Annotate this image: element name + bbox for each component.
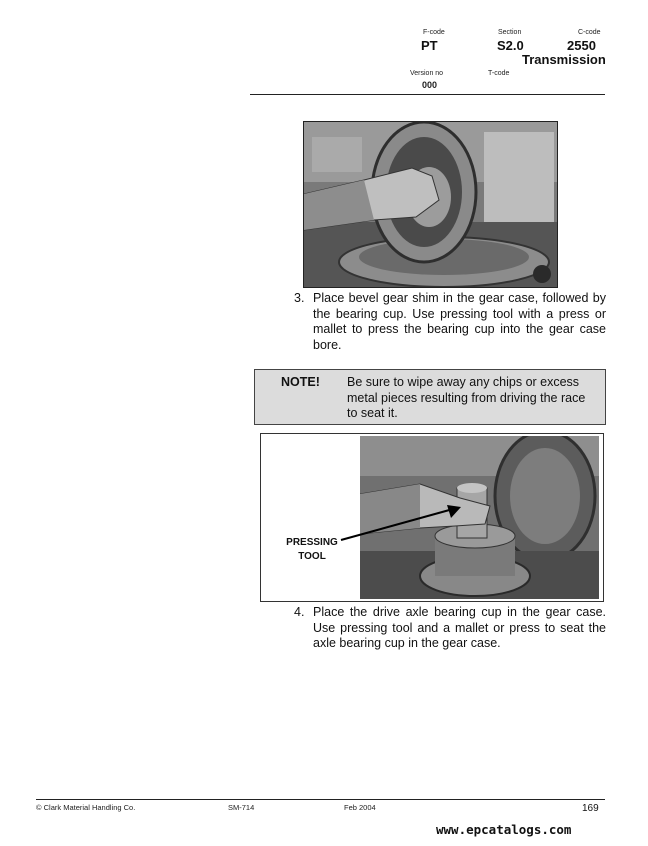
- footer-date: Feb 2004: [344, 803, 376, 812]
- photo-bevel-gear-shim: [303, 121, 558, 288]
- ccode-label: C-code: [578, 29, 601, 36]
- note-text: Be sure to wipe away any chips or excess metal pieces resulting from driving the race to seat it.: [347, 375, 586, 420]
- step-text: Place bevel gear shim in the gear case, followed by the bearing cup. Use pressing tool with a press or mallet to press the bearing cup into the gear case bore.: [313, 291, 606, 352]
- version-label: Version no: [410, 70, 444, 77]
- page-number: 169: [582, 803, 599, 814]
- note-box: [254, 369, 606, 425]
- callout-arrow: [261, 434, 605, 603]
- fcode-value: PT: [421, 38, 438, 53]
- footer-company: © Clark Material Handling Co.: [36, 803, 136, 812]
- section-value: S2.0: [497, 38, 524, 53]
- section-label: Section: [498, 29, 522, 36]
- step-text: Place the drive axle bearing cup in the gear case. Use pressing tool and a mallet or press to seat the axle bearing cup in the gear case.: [313, 605, 606, 650]
- callout-line-2: TOOL: [298, 551, 326, 562]
- step-3: [294, 291, 606, 355]
- figure-pressing-tool: [260, 433, 604, 602]
- subject-title: Transmission: [522, 52, 606, 67]
- callout-line-1: PRESSING: [286, 537, 338, 548]
- step-number: 4.: [294, 605, 305, 619]
- version-value: 000: [422, 80, 438, 90]
- note-label: NOTE!: [281, 375, 320, 389]
- step-4: [294, 605, 606, 653]
- fcode-label: F-code: [423, 29, 445, 36]
- footer-doc-number: SM-714: [228, 803, 255, 812]
- step-number: 3.: [294, 291, 305, 305]
- header-rule: [250, 94, 605, 95]
- ccode-value: 2550: [567, 38, 596, 53]
- tcode-label: T-code: [488, 70, 510, 77]
- watermark-url: www.epcatalogs.com: [436, 822, 572, 837]
- footer-rule: [36, 799, 605, 800]
